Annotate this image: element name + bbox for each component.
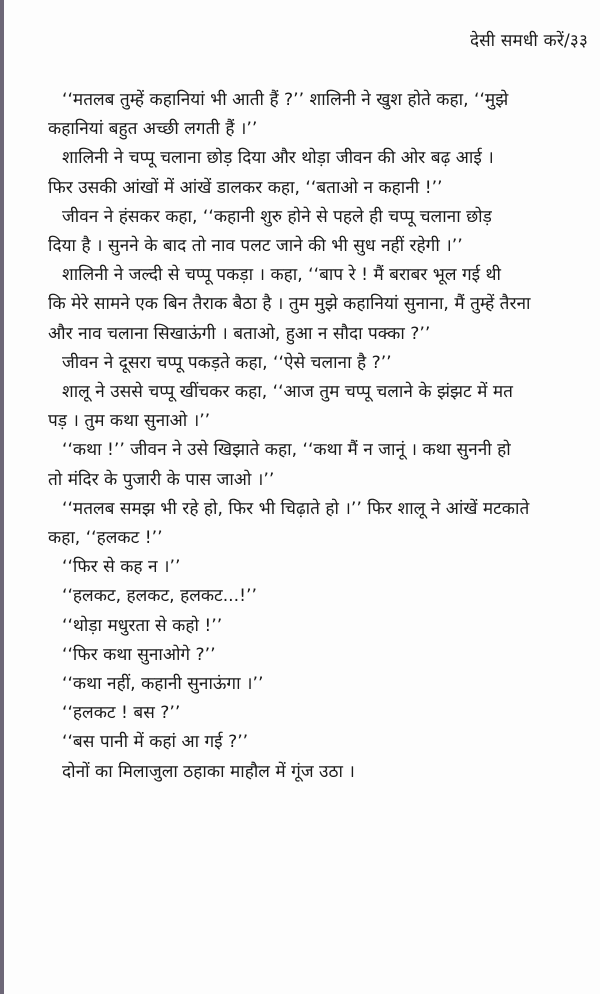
text-line: ‘‘हलकट, हलकट, हलकट...!’’ xyxy=(62,586,257,607)
running-header: देसी समधी करें/३३ xyxy=(469,31,588,51)
text-line: ‘‘बस पानी में कहां आ गई ?’’ xyxy=(62,732,249,753)
text-line: जीवन ने हंसकर कहा, ‘‘कहानी शुरु होने से पहले ही चप्पू चलाना छोड़ xyxy=(62,206,492,227)
text-line: शालिनी ने चप्पू चलाना छोड़ दिया और थोड़ा जीवन की ओर बढ़ आई । xyxy=(62,148,494,169)
page-edge-strip xyxy=(0,0,4,994)
text-line: ‘‘कथा नहीं, कहानी सुनाऊंगा ।’’ xyxy=(62,674,264,695)
text-line: कहा, ‘‘हलकट !’’ xyxy=(48,528,163,549)
text-line: ‘‘थोड़ा मधुरता से कहो !’’ xyxy=(62,615,223,636)
text-line: शालू ने उससे चप्पू खींचकर कहा, ‘‘आज तुम चप्पू चलाने के झंझट में मत xyxy=(62,382,513,403)
text-line: दिया है । सुनने के बाद तो नाव पलट जाने की भी सुध नहीं रहेगी ।’’ xyxy=(48,236,463,257)
text-line: जीवन ने दूसरा चप्पू पकड़ते कहा, ‘‘ऐसे चलाना है ?’’ xyxy=(62,352,392,373)
text-line: फिर उसकी आंखों में आंखें डालकर कहा, ‘‘बताओ न कहानी !’’ xyxy=(48,177,443,198)
text-line: कि मेरे सामने एक बिन तैराक बैठा है । तुम मुझे कहानियां सुनाना, मैं तुम्हें तैरना xyxy=(48,294,531,315)
text-line: पड़ । तुम कथा सुनाओ ।’’ xyxy=(48,411,211,432)
text-line: ‘‘मतलब तुम्हें कहानियां भी आती हैं ?’’ शालिनी ने खुश होते कहा, ‘‘मुझे xyxy=(62,90,509,110)
text-line: ‘‘मतलब समझ भी रहे हो, फिर भी चिढ़ाते हो ।’’ फिर शालू ने आंखें मटकाते xyxy=(62,498,530,519)
text-line: ‘‘कथा !’’ जीवन ने उसे खिझाते कहा, ‘‘कथा मैं न जानूं । कथा सुननी हो xyxy=(62,440,511,461)
text-line: शालिनी ने जल्दी से चप्पू पकड़ा । कहा, ‘‘बाप रे ! मैं बराबर भूल गई थी xyxy=(62,265,501,286)
text-line: ‘‘फिर से कह न ।’’ xyxy=(62,557,181,578)
text-line: और नाव चलाना सिखाऊंगी । बताओ, हुआ न सौदा पक्का ?’’ xyxy=(48,323,431,344)
text-line: ‘‘फिर कथा सुनाओगे ?’’ xyxy=(62,644,216,665)
text-line: कहानियां बहुत अच्छी लगती हैं ।’’ xyxy=(48,119,258,140)
text-line: ‘‘हलकट ! बस ?’’ xyxy=(62,703,181,724)
text-line: दोनों का मिलाजुला ठहाका माहौल में गूंज उठा । xyxy=(62,761,355,782)
page-body-text xyxy=(48,86,582,787)
text-line: तो मंदिर के पुजारी के पास जाओ ।’’ xyxy=(48,469,275,490)
